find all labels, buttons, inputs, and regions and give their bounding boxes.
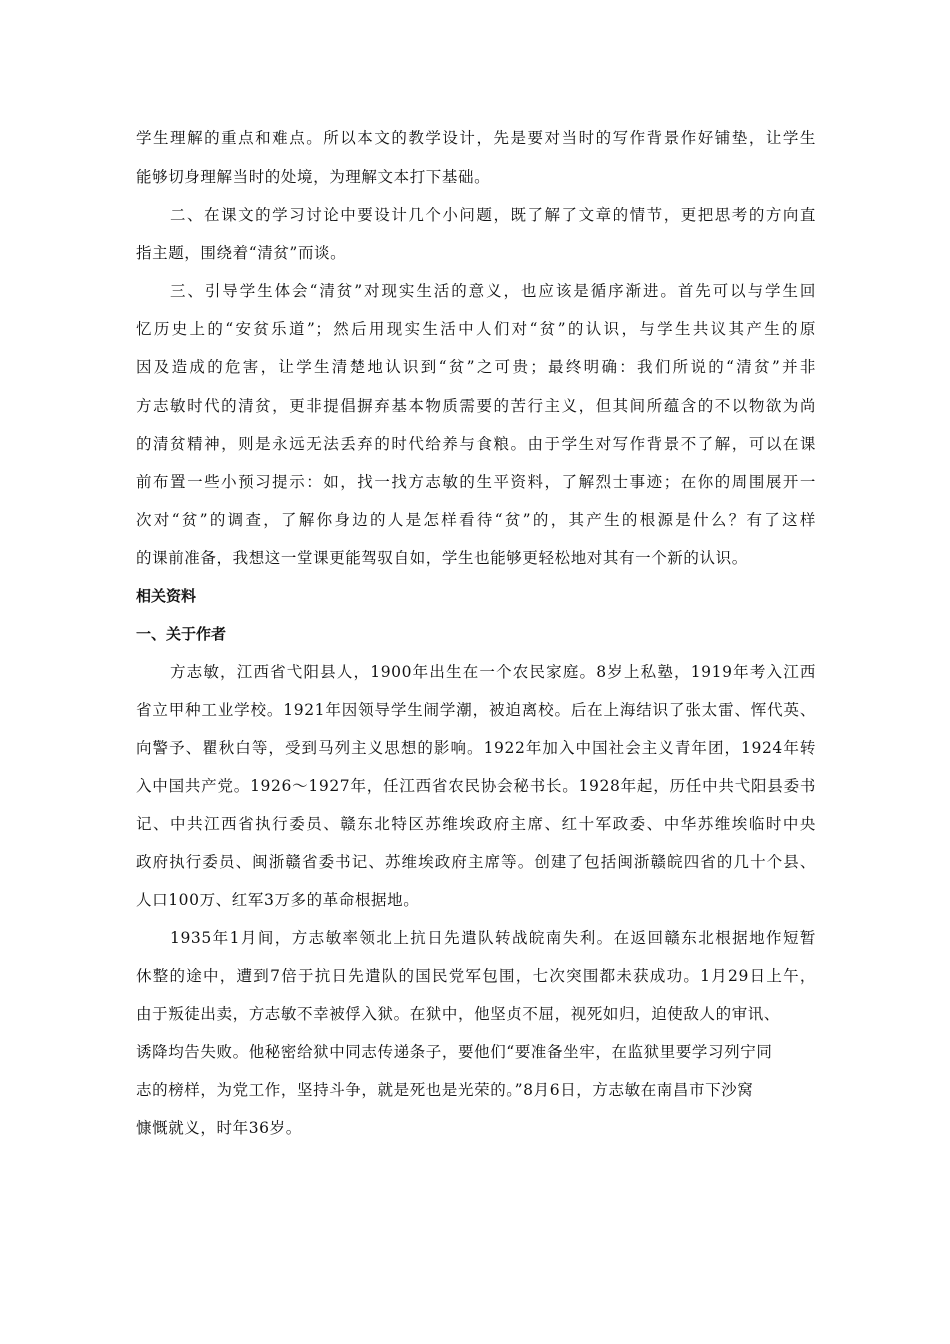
paragraph-line: 次对“贫”的调查，了解你身边的人是怎样看待“贫”的，其产生的根源是什么？有了这样 xyxy=(136,511,816,529)
section-heading-related-materials: 相关资料 xyxy=(136,587,197,605)
paragraph-line: 政府执行委员、闽浙赣省委书记、苏维埃政府主席等。创建了包括闽浙赣皖四省的几十个县、 xyxy=(136,853,816,871)
paragraph-line: 记、中共江西省执行委员、赣东北特区苏维埃政府主席、红十军政委、中华苏维埃临时中央 xyxy=(136,815,816,833)
paragraph-line: 前布置一些小预习提示：如，找一找方志敏的生平资料，了解烈士事迹；在你的周围展开一 xyxy=(136,473,816,491)
paragraph-line: 1935年1月间，方志敏率领北上抗日先遣队转战皖南失利。在返回赣东北根据地作短暂 xyxy=(170,929,816,947)
paragraph-line: 人口100万、红军3万多的革命根据地。 xyxy=(136,891,420,909)
paragraph-line: 的清贫精神，则是永远无法丢弃的时代给养与食粮。由于学生对写作背景不了解，可以在课 xyxy=(136,435,816,453)
paragraph-line: 慷慨就义，时年36岁。 xyxy=(136,1119,302,1137)
paragraph-line: 省立甲种工业学校。1921年因领导学生闹学潮，被迫离校。后在上海结识了张太雷、恽代英、 xyxy=(136,701,816,719)
paragraph-line: 向警予、瞿秋白等，受到马列主义思想的影响。1922年加入中国社会主义青年团，1924年转 xyxy=(136,739,816,757)
paragraph-line: 因及造成的危害，让学生清楚地认识到“贫”之可贵；最终明确：我们所说的“清贫”并非 xyxy=(136,358,816,376)
paragraph-line: 诱降均告失败。他秘密给狱中同志传递条子，要他们“要准备坐牢，在监狱里要学习列宁同 xyxy=(136,1043,773,1061)
paragraph-line: 指主题，围绕着“清贫”而谈。 xyxy=(136,244,347,262)
paragraph-line: 休整的途中，遭到7倍于抗日先遣队的国民党军包围，七次突围都未获成功。1月29日上午， xyxy=(136,967,816,985)
paragraph-line: 方志敏，江西省弋阳县人，1900年出生在一个农民家庭。8岁上私塾，1919年考入江西 xyxy=(170,663,816,681)
paragraph-line: 忆历史上的“安贫乐道”；然后用现实生活中人们对“贫”的认识，与学生共议其产生的原 xyxy=(136,320,816,338)
paragraph-line: 能够切身理解当时的处境，为理解文本打下基础。 xyxy=(136,168,491,186)
paragraph-line: 志的榜样，为党工作，坚持斗争，就是死也是光荣的。”8月6日，方志敏在南昌市下沙窝 xyxy=(136,1081,754,1099)
paragraph-line: 学生理解的重点和难点。所以本文的教学设计，先是要对当时的写作背景作好铺垫，让学生 xyxy=(136,129,816,147)
paragraph-line: 的课前准备，我想这一堂课更能驾驭自如，学生也能够更轻松地对其有一个新的认识。 xyxy=(136,549,748,567)
paragraph-line: 方志敏时代的清贫，更非提倡摒弃基本物质需要的苦行主义，但其间所蕴含的不以物欲为尚 xyxy=(136,397,816,415)
section-heading-about-author: 一、关于作者 xyxy=(136,625,227,643)
paragraph-line: 二、在课文的学习讨论中要设计几个小问题，既了解了文章的情节，更把思考的方向直 xyxy=(170,206,816,224)
paragraph-line: 三、引导学生体会“清贫”对现实生活的意义，也应该是循序渐进。首先可以与学生回 xyxy=(170,282,816,300)
paragraph-line: 由于叛徒出卖，方志敏不幸被俘入狱。在狱中，他坚贞不屈，视死如归，迫使敌人的审讯、 xyxy=(136,1005,781,1023)
paragraph-line: 入中国共产党。1926～1927年，任江西省农民协会秘书长。1928年起，历任中共弋阳县委书 xyxy=(136,777,816,795)
